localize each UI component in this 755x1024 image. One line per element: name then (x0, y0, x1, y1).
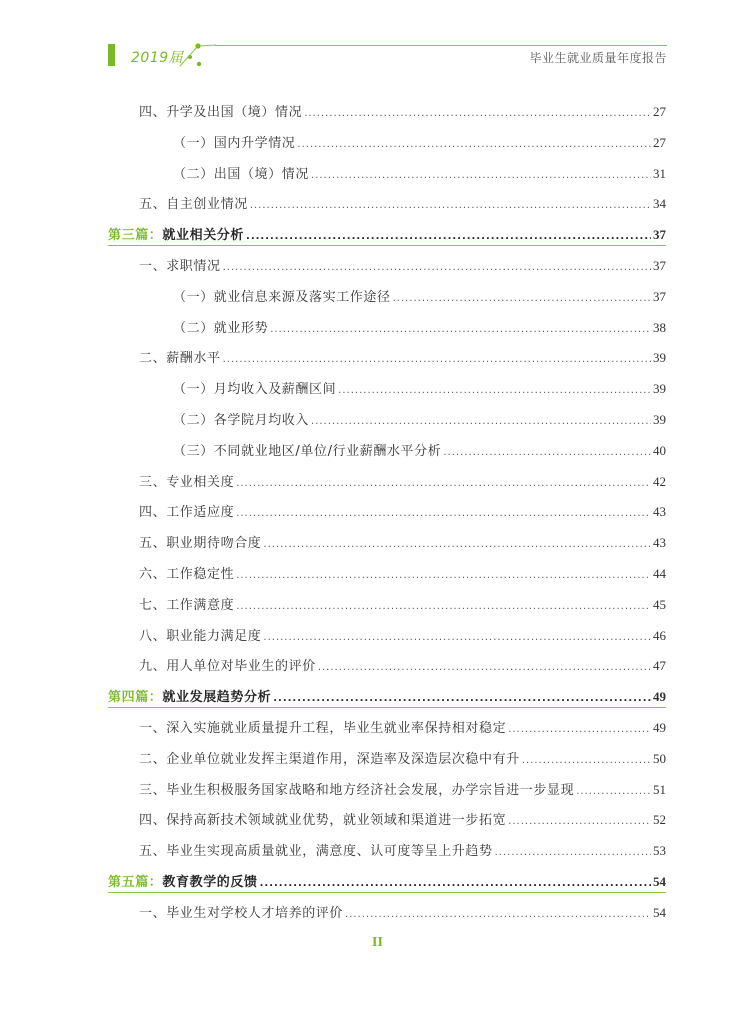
toc-section-entry[interactable] (139, 904, 666, 924)
toc-entry-text: 五、自主创业情况 (139, 197, 248, 213)
toc-entry-text: 三、专业相关度 (139, 474, 235, 490)
toc-entry-text: 就业相关分析 (162, 228, 245, 244)
toc-entry-text: （二）就业形势 (173, 320, 269, 336)
toc-entry-title (139, 504, 234, 522)
toc-section-entry[interactable] (139, 657, 666, 677)
toc-page-number: 46 (653, 627, 666, 643)
toc-entry-title (139, 720, 506, 738)
toc-page-number: 38 (653, 319, 666, 335)
toc-entry-text: 七、工作满意度 (139, 597, 235, 613)
toc-section-entry[interactable] (139, 811, 666, 831)
toc-page-number: 39 (653, 350, 666, 366)
toc-page-number: 47 (653, 658, 666, 674)
toc-dot-leader (508, 813, 651, 831)
toc-entry-title (139, 474, 234, 492)
toc-dot-leader (236, 475, 651, 493)
toc-page-number: 39 (653, 412, 666, 427)
toc-chapter-label: 第五篇： (108, 875, 163, 890)
toc-entry-text: 三、毕业生积极服务国家战略和地方经济社会发展，办学宗旨进一步显现 (139, 782, 575, 798)
toc-dot-leader (522, 752, 651, 770)
toc-section-entry[interactable] (139, 473, 666, 493)
toc-section-entry[interactable] (139, 565, 666, 585)
toc-entry-title (108, 689, 271, 707)
toc-entry-title (139, 350, 221, 368)
toc-entry-text: 教育教学的反馈 (162, 875, 258, 890)
toc-page-number: 54 (653, 904, 666, 920)
toc-entry-title (139, 535, 261, 553)
toc-chapter-label: 第四篇： (108, 690, 163, 706)
toc-entry-title (139, 751, 520, 769)
toc-dot-leader (576, 783, 651, 801)
toc-entry-title (139, 597, 234, 615)
toc-dot-leader (263, 536, 651, 554)
toc-dot-leader (508, 721, 651, 739)
toc-dot-leader (273, 690, 651, 708)
toc-subsection-entry[interactable] (173, 319, 666, 339)
toc-entry-title (139, 812, 506, 830)
toc-entry-text: 八、职业能力满足度 (139, 628, 262, 644)
toc-page-number: 54 (653, 874, 666, 889)
toc-page-number: 49 (653, 720, 666, 735)
toc-dot-leader (223, 351, 651, 369)
toc-page-number: 27 (653, 104, 666, 119)
toc-dot-leader (236, 505, 651, 523)
toc-dot-leader (304, 105, 651, 123)
toc-entry-text: 四、保持高新技术领域就业优势，就业领域和渠道进一步拓宽 (139, 813, 507, 829)
header-dots-decoration-icon (176, 40, 220, 70)
toc-dot-leader (250, 197, 651, 215)
toc-page-number: 49 (653, 689, 666, 705)
toc-entry-text: （一）就业信息来源及落实工作途径 (173, 289, 391, 305)
toc-entry-text: （一）月均收入及薪酬区间 (173, 382, 337, 398)
toc-subsection-entry[interactable] (173, 134, 666, 154)
toc-entry-title (173, 135, 295, 153)
toc-page-number: 37 (653, 258, 666, 273)
toc-subsection-entry[interactable] (173, 411, 666, 431)
toc-dot-leader (236, 598, 651, 616)
toc-entry-text: 一、求职情况 (139, 259, 221, 274)
toc-entry-title (173, 289, 391, 307)
toc-entry-text: 四、工作适应度 (139, 505, 235, 521)
toc-entry-title (173, 166, 309, 184)
toc-entry-title (139, 843, 493, 861)
toc-entry-title (173, 381, 336, 399)
toc-entry-title (173, 320, 268, 338)
toc-entry-title (139, 258, 221, 276)
toc-entry-text: 就业发展趋势分析 (162, 690, 272, 706)
toc-page-number: 43 (653, 504, 666, 520)
chapter-underline (108, 892, 666, 893)
toc-page-number: 53 (653, 843, 666, 859)
toc-entry-title (139, 566, 234, 584)
toc-page-number: 27 (653, 134, 666, 150)
toc-entry-title (139, 104, 302, 122)
toc-page-number: 40 (653, 442, 666, 458)
toc-entry-title (139, 658, 316, 676)
toc-page-number: 37 (653, 227, 666, 243)
toc-page-number: 31 (653, 165, 666, 181)
toc-dot-leader (246, 228, 651, 246)
toc-section-entry[interactable] (139, 257, 666, 277)
toc-entry-text: 一、深入实施就业质量提升工程，毕业生就业率保持相对稳定 (139, 721, 507, 736)
toc-section-entry[interactable] (139, 349, 666, 369)
toc-entry-title (173, 412, 309, 430)
toc-chapter-entry[interactable] (108, 688, 666, 708)
toc-page-number: 42 (653, 473, 666, 489)
toc-entry-text: 二、企业单位就业发挥主渠道作用，深造率及深造层次稳中有升 (139, 751, 520, 767)
toc-entry-title (139, 905, 343, 923)
toc-page-number: 44 (653, 566, 666, 581)
toc-chapter-label: 第三篇： (108, 228, 163, 244)
toc-entry-text: 一、毕业生对学校人才培养的评价 (139, 905, 344, 921)
toc-page-number: 52 (653, 812, 666, 828)
toc-entry-text: 五、职业期待吻合度 (139, 536, 262, 552)
toc-dot-leader (311, 167, 651, 185)
toc-section-entry[interactable] (139, 195, 666, 215)
toc-dot-leader (263, 629, 651, 647)
toc-subsection-entry[interactable] (173, 380, 666, 400)
toc-page-number: 34 (653, 196, 666, 212)
toc-section-entry[interactable] (139, 842, 666, 862)
page-number: II (372, 935, 383, 950)
toc-entry-text: 五、毕业生实现高质量就业，满意度、认可度等呈上升趋势 (139, 844, 493, 860)
toc-dot-leader (270, 321, 651, 339)
chapter-underline (108, 245, 666, 246)
toc-section-entry[interactable] (139, 503, 666, 523)
toc-entry-title (139, 628, 261, 646)
toc-subsection-entry[interactable] (173, 288, 666, 308)
toc-section-entry[interactable] (139, 750, 666, 770)
toc-subsection-entry[interactable] (173, 442, 666, 462)
header-year: 2019届 (131, 50, 184, 66)
toc-dot-leader (236, 567, 651, 585)
toc-dot-leader (338, 382, 651, 400)
toc-entry-title (139, 782, 574, 800)
toc-entry-title (173, 443, 441, 461)
toc-dot-leader (345, 906, 651, 924)
toc-entry-title (108, 227, 244, 245)
toc-entry-text: 二、薪酬水平 (139, 351, 221, 367)
toc-page-number: 45 (653, 596, 666, 612)
toc-page-number: 43 (653, 535, 666, 551)
toc-entry-text: 九、用人单位对毕业生的评价 (139, 659, 316, 675)
toc-entry-text: 六、工作稳定性 (139, 567, 235, 582)
toc-dot-leader (393, 290, 651, 308)
toc-dot-leader (223, 259, 651, 277)
toc-section-entry[interactable] (139, 781, 666, 801)
toc-section-entry[interactable] (139, 596, 666, 616)
toc-entry-title (108, 874, 258, 892)
toc-entry-text: 四、升学及出国（境）情况 (139, 105, 303, 120)
toc-entry-text: （二）各学院月均收入 (173, 413, 310, 428)
toc-section-entry[interactable] (139, 627, 666, 647)
toc-entry-text: （二）出国（境）情况 (173, 166, 310, 182)
toc-section-entry[interactable] (139, 103, 666, 123)
toc-page-number: 39 (653, 381, 666, 397)
toc-chapter-entry[interactable] (108, 226, 666, 246)
header-accent-bar (108, 44, 115, 66)
toc-subsection-entry[interactable] (173, 165, 666, 185)
toc-dot-leader (260, 875, 651, 893)
header-report-title: 毕业生就业质量年度报告 (529, 51, 667, 65)
toc-page-number: 50 (653, 750, 666, 766)
toc-section-entry[interactable] (139, 534, 666, 554)
toc-dot-leader (318, 659, 651, 677)
toc-entry-title (139, 196, 248, 214)
toc-dot-leader (311, 413, 651, 431)
chapter-underline (108, 707, 666, 708)
toc-section-entry[interactable] (139, 719, 666, 739)
toc-dot-leader (443, 444, 651, 462)
header-rule (215, 45, 667, 46)
toc-page-number: 51 (653, 781, 666, 797)
toc-chapter-entry[interactable] (108, 873, 666, 893)
toc-dot-leader (297, 136, 651, 154)
toc-dot-leader (495, 844, 651, 862)
toc-entry-text: （一）国内升学情况 (173, 135, 296, 151)
toc-entry-text: （三）不同就业地区/单位/行业薪酬水平分析 (173, 443, 442, 459)
toc-page-number: 37 (653, 288, 666, 304)
